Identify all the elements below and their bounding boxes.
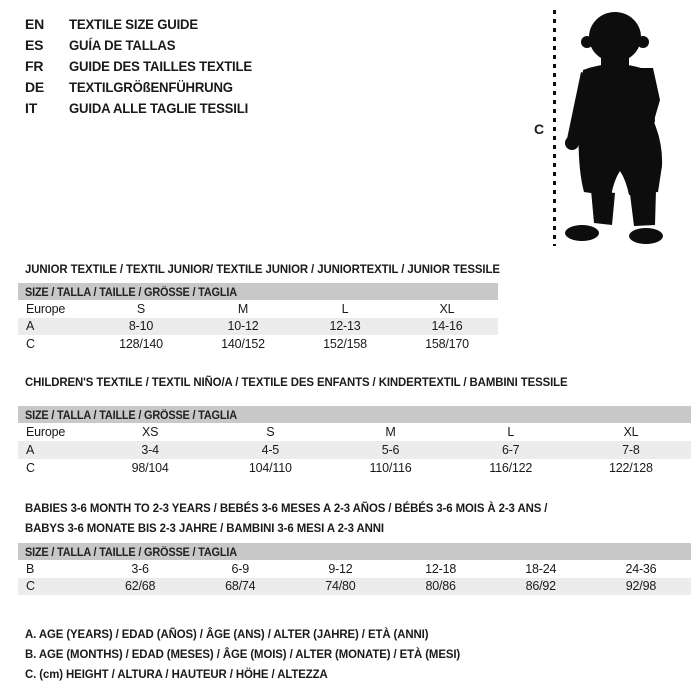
table-row: [18, 560, 691, 578]
table-cell: 80/86: [425, 579, 456, 594]
legend-line-age-months: B. AGE (MONTHS) / EDAD (MESES) / ÂGE (MOIS) / ALTER (MONATE) / ETÀ (MESI): [25, 647, 461, 661]
row-label: Europe: [26, 425, 66, 439]
table-cell: 122/128: [609, 461, 653, 475]
junior-size-table: [18, 283, 498, 353]
table-cell: XL: [623, 425, 639, 439]
table-cell: 5-6: [381, 443, 400, 457]
table-row: [18, 459, 691, 477]
table-cell: 92/98: [625, 579, 657, 594]
table-cell: 3-4: [141, 443, 159, 457]
table-cell: S: [266, 425, 275, 439]
table-row: [18, 318, 498, 336]
table-cell: 18-24: [525, 561, 557, 576]
table-cell: 6-7: [501, 443, 520, 457]
language-code: ES: [25, 36, 44, 53]
language-code: FR: [25, 57, 44, 74]
table-cell: 74/80: [325, 579, 356, 594]
section-title-line: CHILDREN'S TEXTILE / TEXTIL NIÑO/A / TEXTILE DES ENFANTS / KINDERTEXTIL / BAMBINI TESSILE: [25, 375, 568, 389]
table-cell: 116/122: [489, 461, 533, 475]
table-cell: 8-10: [128, 319, 154, 334]
table-cell: 110/116: [369, 461, 412, 475]
language-row: [25, 76, 264, 97]
language-list: [25, 13, 264, 118]
table-header-bar: [18, 406, 691, 423]
table-cell: 6-9: [231, 561, 249, 576]
table-cell: 98/104: [131, 461, 169, 475]
row-label: A: [26, 319, 35, 334]
legend-line-height: C. (cm) HEIGHT / ALTURA / HAUTEUR / HÖHE / ALTEZZA: [25, 667, 328, 681]
language-title: TEXTILGRÖßENFÜHRUNG: [69, 78, 233, 95]
table-cell: 24-36: [625, 561, 657, 576]
babies-size-table: [18, 543, 691, 595]
table-cell: 7-8: [622, 443, 640, 457]
table-cell: 10-12: [227, 319, 259, 334]
section-title-children: [25, 373, 568, 393]
language-title: GUIDE DES TAILLES TEXTILE: [69, 57, 252, 74]
table-row: [18, 300, 498, 318]
row-label: C: [26, 461, 35, 475]
table-cell: 68/74: [225, 579, 256, 594]
table-cell: 86/92: [525, 579, 556, 594]
table-header-label: SIZE / TALLA / TAILLE / GRÖSSE / TAGLIA: [25, 410, 237, 422]
row-label: C: [26, 579, 35, 594]
table-cell: M: [237, 301, 249, 316]
table-cell: 9-12: [328, 561, 353, 576]
table-cell: L: [341, 301, 349, 316]
language-row: [25, 34, 264, 55]
table-cell: XS: [141, 425, 159, 439]
section-title-junior: [25, 260, 500, 280]
table-header-label: SIZE / TALLA / TAILLE / GRÖSSE / TAGLIA: [25, 547, 237, 559]
legend-line-age-years: A. AGE (YEARS) / EDAD (AÑOS) / ÂGE (ANS) / ALTER (JAHRE) / ETÀ (ANNI): [25, 627, 429, 641]
language-row: [25, 13, 264, 34]
row-label: Europe: [26, 301, 66, 316]
table-header-bar: [18, 283, 498, 300]
table-cell: 140/152: [221, 336, 265, 351]
table-cell: 62/68: [124, 579, 156, 594]
section-title-line: JUNIOR TEXTILE / TEXTIL JUNIOR/ TEXTILE JUNIOR / JUNIORTEXTIL / JUNIOR TESSILE: [25, 262, 500, 276]
language-title: TEXTILE SIZE GUIDE: [69, 15, 198, 32]
table-cell: 12-18: [425, 561, 457, 576]
height-measure-dotted-line: [553, 10, 556, 246]
row-label: A: [26, 443, 35, 457]
table-cell: 104/110: [248, 461, 292, 475]
table-cell: S: [136, 301, 146, 316]
language-row: [25, 55, 264, 76]
table-cell: XL: [439, 301, 455, 316]
row-label: C: [26, 336, 35, 351]
language-code: EN: [25, 15, 45, 32]
language-row: [25, 97, 264, 118]
table-row: [18, 335, 498, 353]
language-code: IT: [25, 99, 38, 116]
table-rows: [18, 560, 691, 595]
table-cell: 12-13: [329, 319, 361, 334]
table-row: [18, 423, 691, 441]
measurement-legend: [25, 624, 483, 684]
table-header-label: SIZE / TALLA / TAILLE / GRÖSSE / TAGLIA: [25, 287, 237, 299]
children-size-table: [18, 406, 691, 477]
table-header-bar: [18, 543, 691, 560]
table-cell: 158/170: [425, 336, 469, 351]
table-cell: 4-5: [261, 443, 280, 457]
table-cell: M: [385, 425, 396, 439]
height-measure-label: C: [534, 121, 545, 137]
table-rows: [18, 300, 498, 353]
table-cell: 3-6: [131, 561, 149, 576]
section-title-line: BABYS 3-6 MONATE BIS 2-3 JAHRE / BAMBINI 3-6 MESI A 2-3 ANNI: [25, 520, 384, 535]
table-cell: 14-16: [431, 319, 463, 334]
row-label: B: [26, 561, 35, 576]
language-title: GUÍA DE TALLAS: [69, 36, 176, 53]
section-title-line: BABIES 3-6 MONTH TO 2-3 YEARS / BEBÉS 3-6 MESES A 2-3 AÑOS / BÉBÉS 3-6 MOIS À 2-3 ANS /: [25, 501, 548, 515]
language-title: GUIDA ALLE TAGLIE TESSILI: [69, 99, 249, 116]
toddler-silhouette-image: [563, 8, 696, 248]
table-rows: [18, 423, 691, 477]
language-code: DE: [25, 78, 45, 95]
table-cell: 152/158: [323, 336, 367, 351]
section-title-babies: [25, 499, 547, 538]
table-row: [18, 441, 691, 459]
table-row: [18, 578, 691, 596]
table-cell: 128/140: [119, 336, 163, 351]
table-cell: L: [507, 425, 515, 439]
